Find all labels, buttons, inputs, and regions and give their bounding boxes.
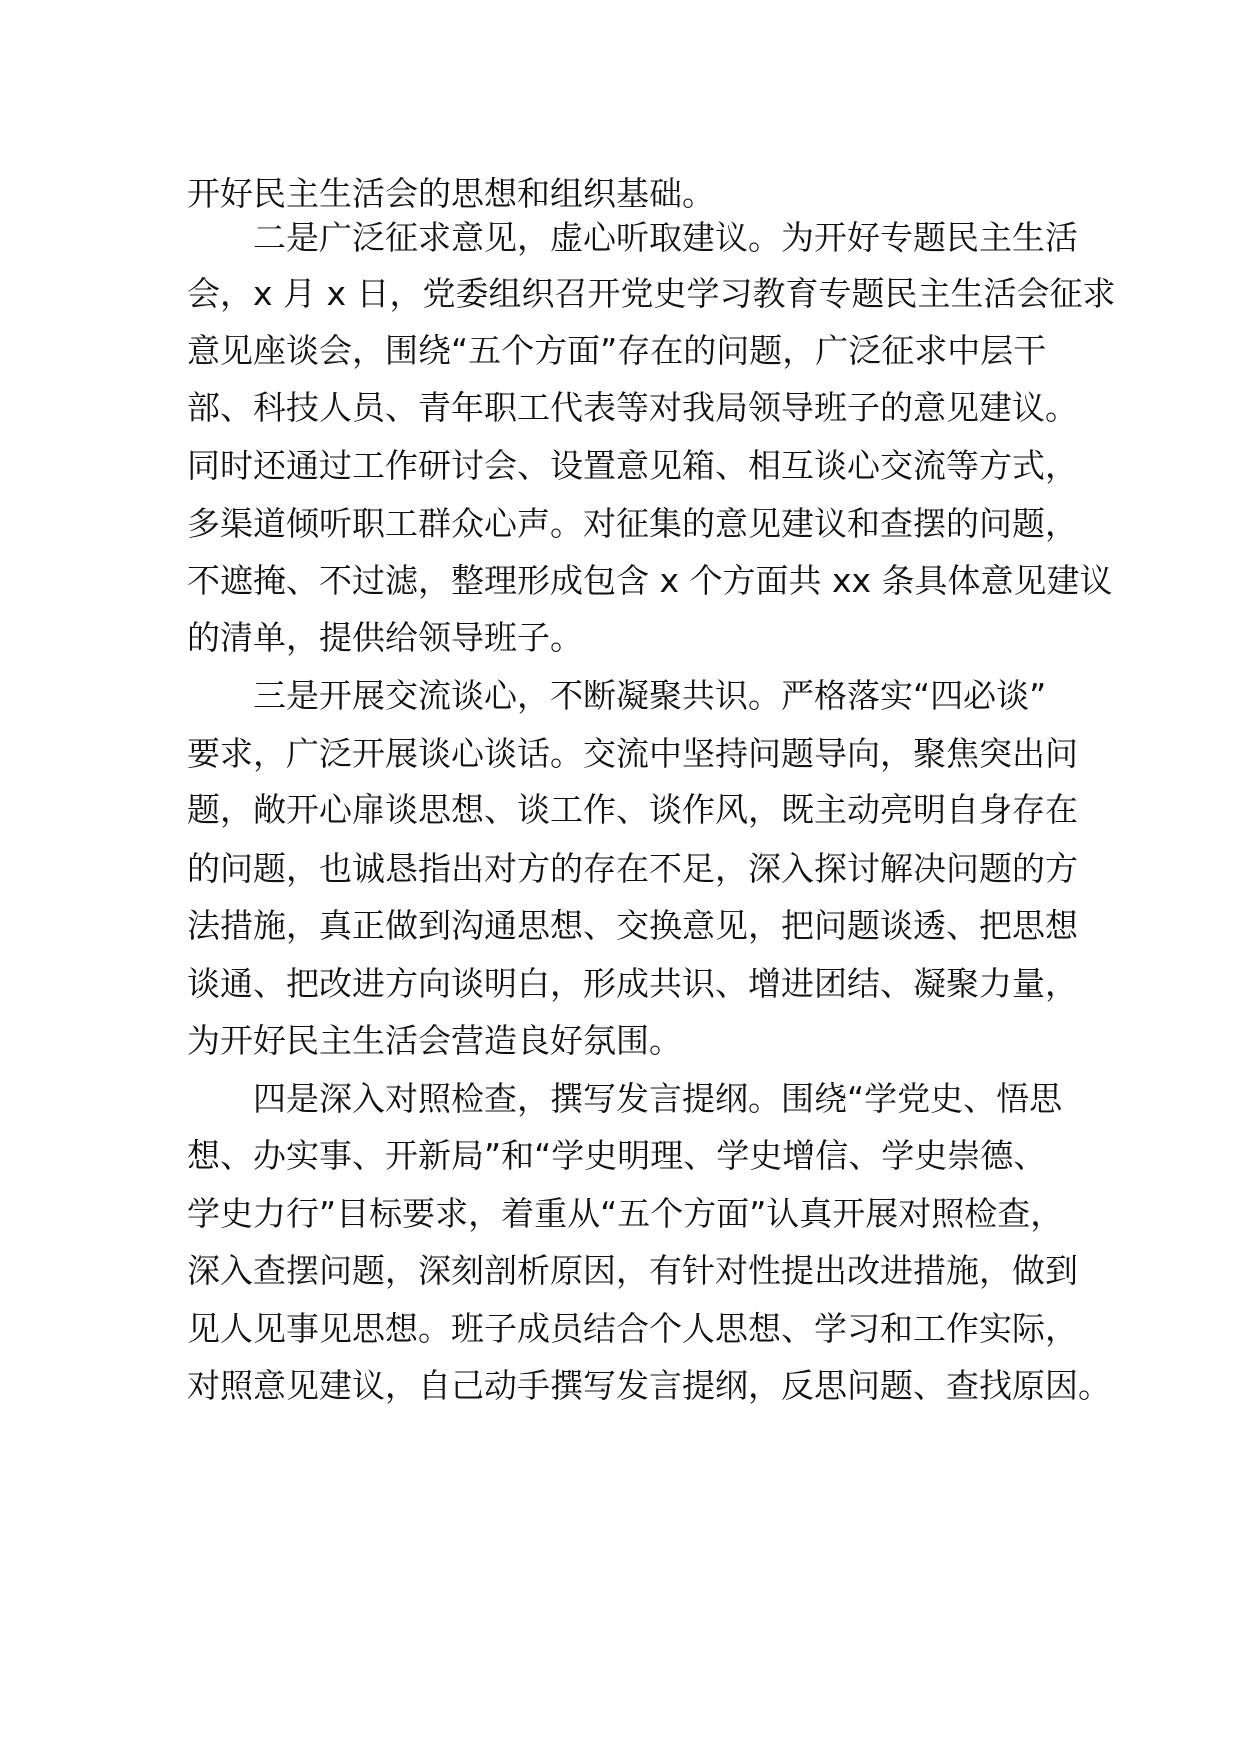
text-line: 不遮掩、不过滤，整理形成包含 x 个方面共 xx 条具体意见建议 xyxy=(187,561,1113,600)
text-line: 题，敞开心扉谈思想、谈工作、谈作风，既主动亮明自身存在 xyxy=(187,790,1078,829)
text-line: 见人见事见思想。班子成员结合个人思想、学习和工作实际， xyxy=(187,1309,1078,1348)
paragraph-start-line: 三是开展交流谈心，不断凝聚共识。严格落实“四必谈” xyxy=(253,676,1047,715)
text-line: 意见座谈会，围绕“五个方面”存在的问题，广泛征求中层干 xyxy=(187,331,1047,370)
text-line: 法措施，真正做到沟通思想、交换意见，把问题谈透、把思想 xyxy=(187,906,1078,945)
text-line: 谈通、把改进方向谈明白，形成共识、增进团结、凝聚力量， xyxy=(187,964,1078,1003)
text-line: 多渠道倾听职工群众心声。对征集的意见建议和查摆的问题， xyxy=(187,504,1078,543)
text-line: 学史力行”目标要求，着重从“五个方面”认真开展对照检查， xyxy=(187,1194,1064,1233)
text-line: 同时还通过工作研讨会、设置意见箱、相互谈心交流等方式， xyxy=(187,446,1078,485)
text-line: 为开好民主生活会营造良好氛围。 xyxy=(187,1021,682,1060)
text-line: 想、办实事、开新局”和“学史明理、学史增信、学史崇德、 xyxy=(187,1136,1047,1175)
text-line: 的清单，提供给领导班子。 xyxy=(187,618,583,657)
paragraph-start-line: 二是广泛征求意见，虚心听取建议。为开好专题民主生活 xyxy=(253,218,1078,257)
text-line: 要求，广泛开展谈心谈话。交流中坚持问题导向，聚焦突出问 xyxy=(187,734,1078,773)
text-line: 对照意见建议，自己动手撰写发言提纲，反思问题、查找原因。 xyxy=(187,1366,1111,1405)
text-line: 的问题，也诚恳指出对方的存在不足，深入探讨解决问题的方 xyxy=(187,849,1078,888)
text-line: 部、科技人员、青年职工代表等对我局领导班子的意见建议。 xyxy=(187,388,1078,427)
text-line: 深入查摆问题，深刻剖析原因，有针对性提出改进措施，做到 xyxy=(187,1251,1078,1290)
text-line: 开好民主生活会的思想和组织基础。 xyxy=(187,174,715,213)
paragraph-start-line: 四是深入对照检查，撰写发言提纲。围绕“学党史、悟思 xyxy=(253,1079,1063,1118)
text-line: 会，x 月 x 日，党委组织召开党史学习教育专题民主生活会征求 xyxy=(187,274,1116,313)
